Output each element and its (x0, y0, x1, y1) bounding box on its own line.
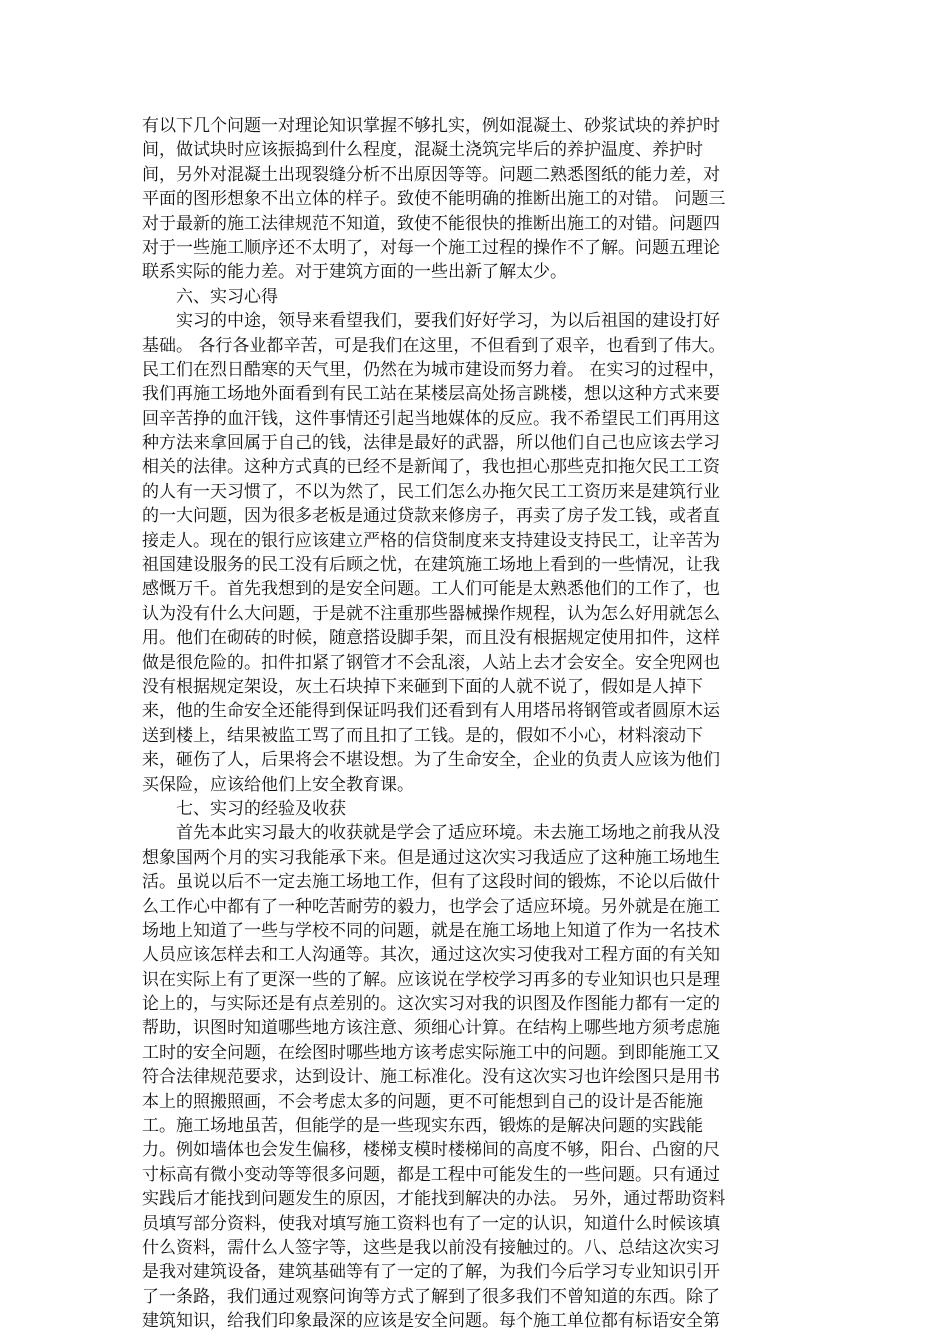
text-line: 符合法律规范要求，达到设计、施工标准化。没有这次实习也许绘图只是用书 (142, 1067, 720, 1088)
body-text (142, 114, 802, 1334)
text-line: 民工们在烈日酷寒的天气里，仍然在为城市建设而努力着。 在实习的过程中， (142, 359, 726, 380)
text-line: 员填写部分资料，使我对填写施工资料也有了一定的认识，知道什么时候该填 (142, 1213, 720, 1234)
text-line: 了一条路，我们通过观察问询等方式了解到了很多我们不曾知道的东西。除了 (142, 1286, 720, 1307)
text-line: 认为没有什么大问题，于是就不注重那些器械操作规程，认为怎么好用就怎么 (142, 603, 720, 624)
text-line: 识在实际上有了更深一些的了解。应该说在学校学习再多的专业知识也只是理 (142, 969, 720, 990)
text-line: 活。虽说以后不一定去施工场地工作，但有了这段时间的锻炼，不论以后做什 (142, 872, 720, 893)
text-line: 来，砸伤了人，后果将会不堪设想。为了生命安全，企业的负责人应该为他们 (142, 750, 720, 771)
text-line: 基础。 各行各业都辛苦，可是我们在这里，不但看到了艰辛，也看到了伟大。 (142, 335, 726, 356)
text-line: 没有根据规定架设，灰土石块掉下来砸到下面的人就不说了，假如是人掉下 (142, 676, 703, 697)
text-line: 的人有一天习惯了，不以为然了，民工们怎么办拖欠民工工资历来是建筑行业 (142, 481, 720, 502)
text-line: 做是很危险的。扣件扣紧了钢管才不会乱滚，人站上去才会安全。安全兜网也 (142, 652, 720, 673)
text-line: 工。施工场地虽苦，但能学的是一些现实东西，锻炼的是解决问题的实践能 (142, 1116, 703, 1137)
text-line: 本上的照搬照画，不会考虑太多的问题，更不可能想到自己的设计是否能施 (142, 1091, 703, 1112)
text-line: 实践后才能找到问题发生的原因，才能找到解决的办法。 另外，通过帮助资料 (142, 1189, 726, 1210)
text-line: 帮助，识图时知道哪些地方该注意、须细心计算。在结构上哪些地方须考虑施 (142, 1018, 720, 1039)
text-line: 有以下几个问题一对理论知识掌握不够扎实，例如混凝土、砂浆试块的养护时 (142, 116, 720, 136)
text-line: 种方法来拿回属于自己的钱，法律是最好的武器，所以他们自己也应该去学习 (142, 433, 720, 454)
text-line: 联系实际的能力差。对于建筑方面的一些出新了解太少。 (142, 262, 567, 283)
text-line: 平面的图形想象不出立体的样子。致使不能明确的推断出施工的对错。 问题三 (142, 189, 726, 210)
text-line: 七、实习的经验及收获 (176, 798, 346, 819)
text-line: 回辛苦挣的血汗钱，这件事情还引起当地媒体的反应。我不希望民工们再用这 (142, 408, 720, 429)
text-line: 么工作心中都有了一种吃苦耐劳的毅力，也学会了适应环境。另外就是在施工 (142, 896, 720, 917)
text-line: 来，他的生命安全还能得到保证吗我们还看到有人用塔吊将钢管或者圆原木运 (142, 701, 720, 722)
text-line: 买保险，应该给他们上安全教育课。 (142, 774, 414, 795)
text-line: 对于一些施工顺序还不太明了，对每一个施工过程的操作不了解。问题五理论 (142, 237, 720, 258)
text-line: 间，另外对混凝土出现裂缝分析不出原因等等。问题二熟悉图纸的能力差，对 (142, 164, 720, 185)
text-line: 寸标高有微小变动等等很多问题，都是工程中可能发生的一些问题。只有通过 (142, 1164, 720, 1185)
text-line: 工时的安全问题，在绘图时哪些地方该考虑实际施工中的问题。到即能施工又 (142, 1042, 720, 1063)
text-line: 想象国两个月的实习我能承下来。但是通过这次实习我适应了这种施工场地生 (142, 847, 720, 868)
text-line: 间，做试块时应该振捣到什么程度，混凝土浇筑完毕后的养护温度、养护时 (142, 140, 703, 161)
text-line: 接走人。现在的银行应该建立严格的信贷制度来支持建设支持民工，让辛苦为 (142, 530, 720, 551)
text-line: 实习的中途，领导来看望我们，要我们好好学习，为以后祖国的建设打好 (176, 311, 720, 332)
text-line: 用。他们在砌砖的时候，随意搭设脚手架，而且没有根据规定使用扣件，这样 (142, 628, 720, 649)
text-line: 对于最新的施工法律规范不知道，致使不能很快的推断出施工的对错。问题四 (142, 213, 720, 234)
text-line: 论上的，与实际还是有点差别的。这次实习对我的识图及作图能力都有一定的 (142, 994, 720, 1015)
text-line: 什么资料，需什么人签字等，这些是我以前没有接触过的。八、总结这次实习 (142, 1237, 720, 1258)
text-line: 六、实习心得 (176, 286, 278, 307)
text-line: 场地上知道了一些与学校不同的问题，就是在施工场地上知道了作为一名技术 (142, 920, 720, 941)
text-line: 力。例如墙体也会发生偏移，楼梯支模时楼梯间的高度不够，阳台、凸窗的尺 (142, 1140, 720, 1161)
text-line: 送到楼上，结果被监工骂了而且扣了工钱。是的，假如不小心，材料滚动下 (142, 725, 703, 746)
text-line: 的一大问题，因为很多老板是通过贷款来修房子，再卖了房子发工钱，或者直 (142, 506, 720, 527)
text-line: 感慨万千。首先我想到的是安全问题。工人们可能是太熟悉他们的工作了，也 (142, 579, 720, 600)
text-line: 是我对建筑设备，建筑基础等有了一定的了解，为我们今后学习专业知识引开 (142, 1262, 720, 1283)
text-line: 祖国建设服务的民工没有后顾之忧，在建筑施工场地上看到的一些情况，让我 (142, 555, 720, 576)
text-line: 相关的法律。这种方式真的已经不是新闻了，我也担心那些克扣拖欠民工工资 (142, 457, 720, 478)
text-line: 首先本此实习最大的收获就是学会了适应环境。未去施工场地之前我从没 (176, 823, 720, 844)
text-line: 建筑知识，给我们印象最深的应该是安全问题。每个施工单位都有标语安全第 (142, 1311, 720, 1332)
text-line: 人员应该怎样去和工人沟通等。其次，通过这次实习使我对工程方面的有关知 (142, 945, 720, 966)
text-line: 我们再施工场地外面看到有民工站在某楼层高处扬言跳楼，想以这种方式来要 (142, 384, 720, 405)
